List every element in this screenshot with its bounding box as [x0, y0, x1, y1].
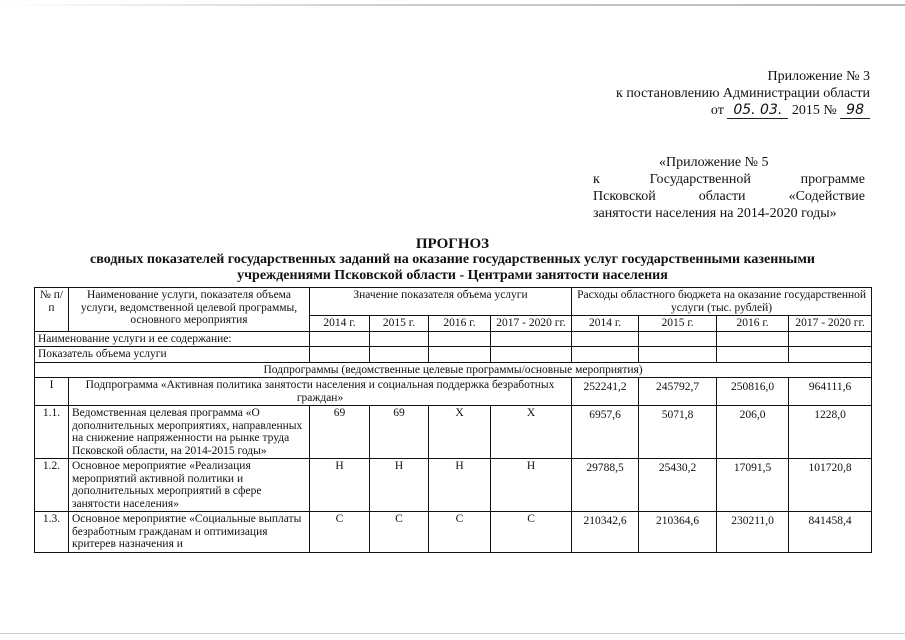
header-value: Значение показателя объема услуги	[310, 288, 572, 316]
expense-cell: 1228,0	[789, 406, 872, 459]
appendix-3-decree: к постановлению Администрации области	[616, 86, 870, 101]
service-name-label: Наименование услуги и ее содержание:	[35, 331, 310, 347]
expense-cell: 5071,8	[639, 406, 717, 459]
year-cell: 2016 г.	[717, 316, 789, 332]
year-cell: 2014 г.	[572, 316, 639, 332]
year-cell: 2017 - 2020 гг.	[789, 316, 872, 332]
indicator-label: Показатель объема услуги	[35, 347, 310, 363]
expense-cell: 29788,5	[572, 459, 639, 512]
scan-edge-top	[0, 4, 905, 6]
year-cell: 2015 г.	[639, 316, 717, 332]
year-cell: 2014 г.	[310, 316, 370, 332]
appendix-5-title: «Приложение № 5	[659, 155, 769, 170]
table-row	[35, 459, 872, 512]
expense-cell: 210364,6	[639, 512, 717, 553]
header-num: № п/п	[35, 288, 69, 332]
forecast-table	[34, 287, 872, 553]
expense-cell: 25430,2	[639, 459, 717, 512]
table-row	[35, 512, 872, 553]
row-name: Ведомственная целевая программа «О дополнительных мероприятиях, направленных на снижение напряженности на рынке труда Псковской области, на 2014-2015 годы»	[69, 406, 310, 459]
value-cell: X	[429, 406, 491, 459]
expense-cell: 250816,0	[717, 378, 789, 406]
table-row	[35, 362, 872, 378]
document-subtitle-1: сводных показателей государственных заданий на оказание государственных услуг государственными казенными	[90, 252, 815, 267]
table-row	[35, 406, 872, 459]
expense-cell: 206,0	[717, 406, 789, 459]
expense-cell: 101720,8	[789, 459, 872, 512]
row-num: I	[35, 378, 69, 406]
year-cell: 2016 г.	[429, 316, 491, 332]
subprograms-heading: Подпрограммы (ведомственные целевые программы/основные мероприятия)	[35, 362, 872, 378]
value-cell: С	[370, 512, 429, 553]
expense-cell: 245792,7	[639, 378, 717, 406]
year-cell: 2017 - 2020 гг.	[491, 316, 572, 332]
expense-cell: 964111,6	[789, 378, 872, 406]
value-cell: X	[491, 406, 572, 459]
year-cell: 2015 г.	[370, 316, 429, 332]
table-row	[35, 347, 872, 363]
row-num: 1.1.	[35, 406, 69, 459]
row-name: Подпрограмма «Активная политика занятости населения и социальная поддержка безработных граждан»	[69, 378, 572, 406]
value-cell: 69	[370, 406, 429, 459]
row-num: 1.3.	[35, 512, 69, 553]
appendix-3-title: Приложение № 3	[767, 69, 870, 84]
table-row	[35, 331, 872, 347]
document-subtitle-2: учреждениями Псковской области - Центрами занятости населения	[237, 268, 668, 283]
value-cell: С	[310, 512, 370, 553]
handwritten-date: 05. 03.	[727, 102, 788, 119]
row-name: Основное мероприятие «Социальные выплаты безработным гражданам и оптимизация критерев назначения и	[69, 512, 310, 553]
appendix-3-header	[585, 68, 870, 119]
row-num: 1.2.	[35, 459, 69, 512]
expense-cell: 230211,0	[717, 512, 789, 553]
value-cell: 69	[310, 406, 370, 459]
value-cell: Н	[429, 459, 491, 512]
value-cell: Н	[370, 459, 429, 512]
value-cell: С	[429, 512, 491, 553]
scan-edge-bottom	[0, 633, 905, 634]
value-cell: С	[491, 512, 572, 553]
document-title: ПРОГНОЗ	[415, 236, 490, 252]
expense-cell: 6957,6	[572, 406, 639, 459]
appendix-3-date-line: от 05. 03. 2015 № 98	[585, 102, 870, 119]
value-cell: Н	[491, 459, 572, 512]
expense-cell: 841458,4	[789, 512, 872, 553]
expense-cell: 17091,5	[717, 459, 789, 512]
expense-cell: 252241,2	[572, 378, 639, 406]
table-header-row	[35, 288, 872, 316]
handwritten-number: 98	[840, 102, 870, 119]
header-expense: Расходы областного бюджета на оказание государственной услуги (тыс. рублей)	[572, 288, 872, 316]
row-name: Основное мероприятие «Реализация мероприятий активной политики и дополнительных мероприятий в сфере занятости населения»	[69, 459, 310, 512]
appendix-5-header: «Приложение № 5 к Государственной программе Псковской области «Содействие занятости населения на 2014-2020 годы»	[593, 155, 865, 221]
table-row	[35, 378, 872, 406]
header-name: Наименование услуги, показателя объема услуги, ведомственной целевой программы, основного мероприятия	[69, 288, 310, 332]
value-cell: Н	[310, 459, 370, 512]
expense-cell: 210342,6	[572, 512, 639, 553]
